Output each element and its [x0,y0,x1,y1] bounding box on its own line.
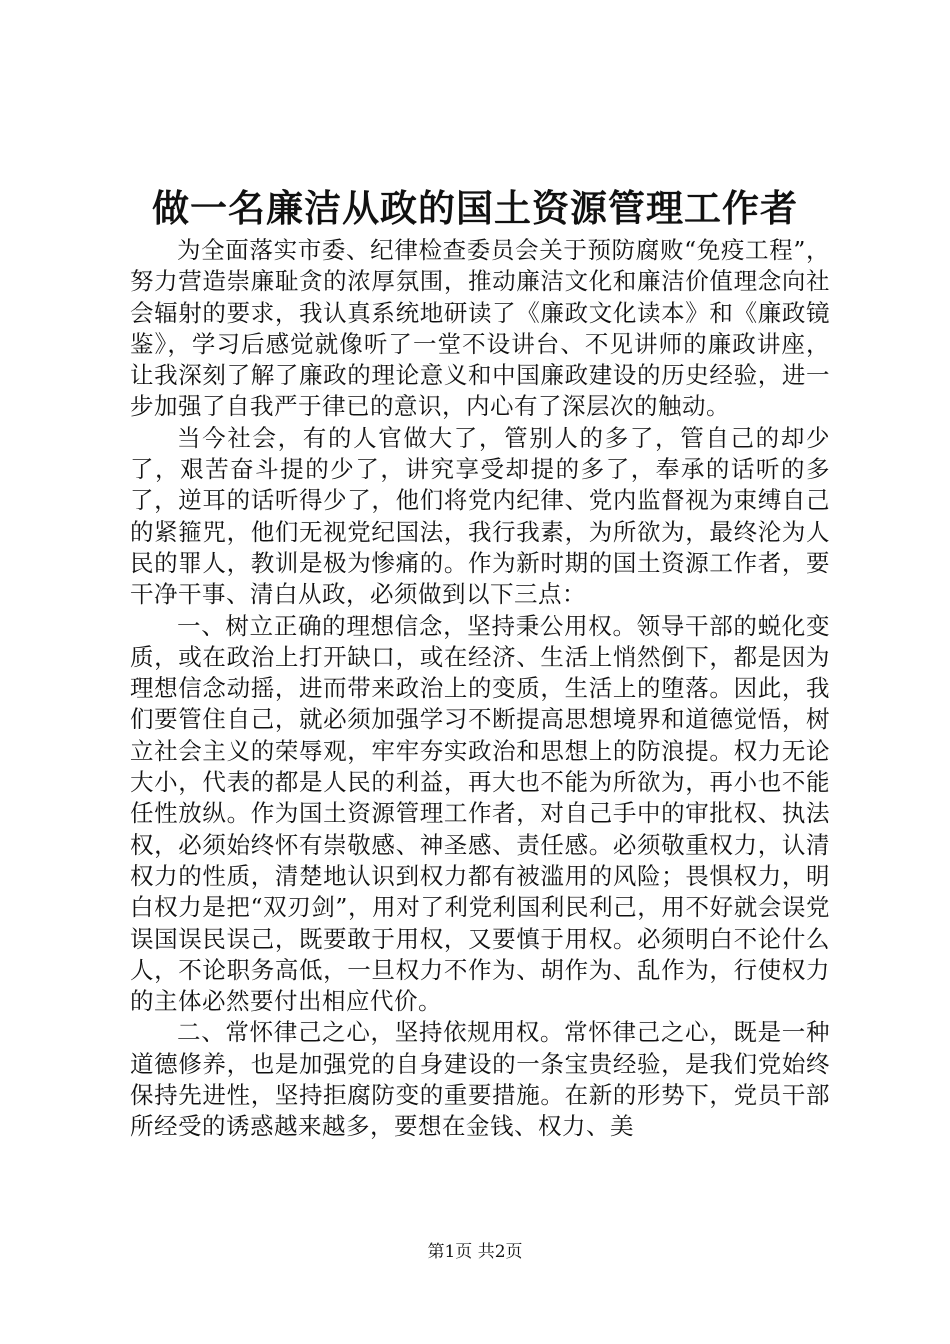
page-number-footer: 第1页 共2页 [427,1242,523,1262]
paragraph-intro: 为全面落实市委、纪律检查委员会关于预防腐败“免疫工程”，努力营造崇廉耻贪的浓厚氛围，推动廉洁文化和廉洁价值理念向社会辐射的要求，我认真系统地研读了《廉政文化读本》和《廉政镜鉴》，学习后感觉就像听了一堂不设讲台、不见讲师的廉政讲座，让我深刻了解了廉政的理论意义和中国廉政建设的历史经验，进一步加强了自我严于律已的意识，内心有了深层次的触动。 [130,236,830,421]
document-title: 做一名廉洁从政的国土资源管理工作者 [152,186,798,230]
paragraph-point-one: 一、树立正确的理想信念，坚持秉公用权。领导干部的蜕化变质，或在政治上打开缺口，或在经济、生活上悄然倒下，都是因为理想信念动摇，进而带来政治上的变质，生活上的堕落。因此，我们要管住自己，就必须加强学习不断提高思想境界和道德觉悟，树立社会主义的荣辱观，牢牢夯实政治和思想上的防浪提。权力无论大小，代表的都是人民的利益，再大也不能为所欲为，再小也不能任性放纵。作为国土资源管理工作者，对自己手中的审批权、执法权，必须始终怀有崇敬感、神圣感、责任感。必须敬重权力，认清权力的性质，清楚地认识到权力都有被滥用的风险；畏惧权力，明白权力是把“双刃剑”，用对了利党利国利民利己，用不好就会误党误国误民误己，既要敢于用权，又要慎于用权。必须明白不论什么人，不论职务高低，一旦权力不作为、胡作为、乱作为，行使权力的主体必然要付出相应代价。 [130,611,830,1016]
paragraph-current-society: 当今社会，有的人官做大了，管别人的多了，管自己的却少了，艰苦奋斗提的少了，讲究享受却提的多了，奉承的话听的多了，逆耳的话听得少了，他们将党内纪律、党内监督视为束缚自己的紧箍咒，他们无视党纪国法，我行我素，为所欲为，最终沦为人民的罪人，教训是极为惨痛的。作为新时期的国土资源工作者，要干净干事、清白从政，必须做到以下三点： [130,423,830,609]
paragraph-point-two: 二、常怀律己之心，坚持依规用权。常怀律己之心，既是一种道德修养，也是加强党的自身建设的一条宝贵经验，是我们党始终保持先进性，坚持拒腐防变的重要措施。在新的形势下，党员干部所经受的诱惑越来越多，要想在金钱、权力、美 [130,1018,830,1141]
document-body [130,235,830,1143]
